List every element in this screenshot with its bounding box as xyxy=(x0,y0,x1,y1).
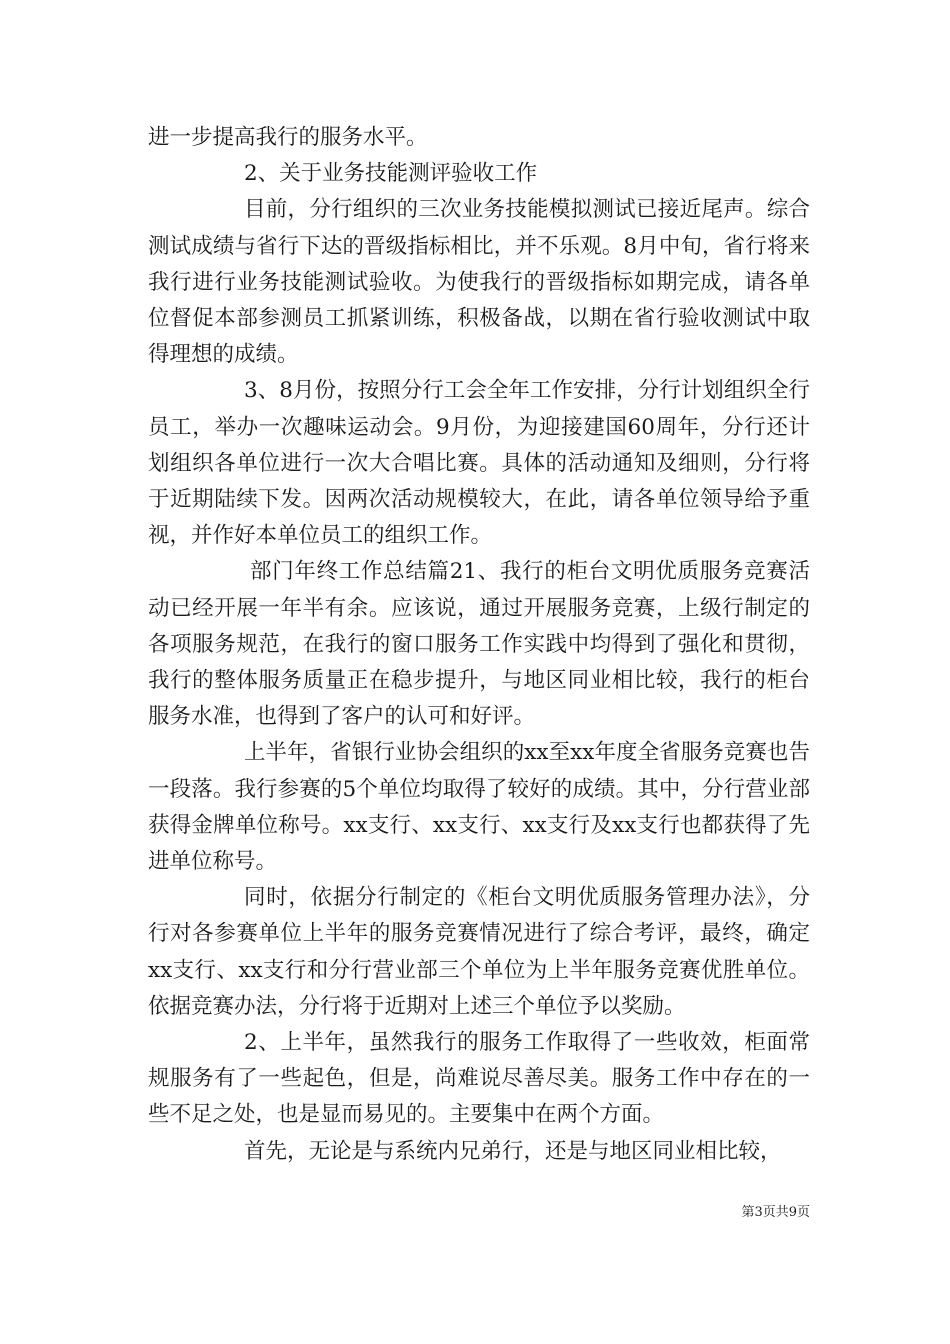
section-heading-skills-test: 2、关于业务技能测评验收工作 xyxy=(244,161,538,187)
page-number-footer: 第3页共9页 xyxy=(741,1205,810,1220)
paragraph-shortcomings: 2、上半年，虽然我行的服务工作取得了一些收效，柜面常规服务有了一些起色，但是，尚难说尽善尽美。服务工作中存在的一些不足之处，也是显而易见的。主要集中在两个方面。 xyxy=(148,1030,810,1128)
paragraph-evaluation: 同时，依据分行制定的《柜台文明优质服务管理办法》，分行对各参赛单位上半年的服务竞赛情况进行了综合考评，最终，确定xx支行、xx支行和分行营业部三个单位为上半年服务竞赛优胜单位。依据竞赛办法，分行将于近期对上述三个单位予以奖励。 xyxy=(148,885,810,1019)
paragraph-continuation: 进一步提高我行的服务水平。 xyxy=(148,125,428,150)
paragraph-activities: 3、8月份，按照分行工会全年工作安排，分行计划组织全行员工，举办一次趣味运动会。9月份，为迎接建国60周年，分行还计划组织各单位进行一次大合唱比赛。具体的活动通知及细则，分行将于近期陆续下发。因两次活动规模较大，在此，请各单位领导给予重视，并作好本单位员工的组织工作。 xyxy=(148,378,810,549)
paragraph-service-competition: 部门年终工作总结篇21、我行的柜台文明优质服务竞赛活动已经开展一年半有余。应该说，通过开展服务竞赛，上级行制定的各项服务规范，在我行的窗口服务工作实践中均得到了强化和贯彻，我行的整体服务质量正在稳步提升，与地区同业相比较，我行的柜台服务水准，也得到了客户的认可和好评。 xyxy=(148,559,810,730)
paragraph-provincial-competition: 上半年，省银行业协会组织的xx至xx年度全省服务竞赛也告一段落。我行参赛的5个单位均取得了较好的成绩。其中，分行营业部获得金牌单位称号。xx支行、xx支行、xx支行及xx支行也都获得了先进单位称号。 xyxy=(148,740,810,875)
paragraph-skills-test: 目前，分行组织的三次业务技能模拟测试已接近尾声。综合测试成绩与省行下达的晋级指标相比，并不乐观。8月中旬，省行将来我行进行业务技能测试验收。为使我行的晋级指标如期完成，请各单位督促本部参测员工抓紧训练，积极备战，以期在省行验收测试中取得理想的成绩。 xyxy=(148,197,810,368)
paragraph-first-point: 首先，无论是与系统内兄弟行，还是与地区同业相比较， xyxy=(244,1138,782,1164)
body-text xyxy=(148,120,810,1170)
